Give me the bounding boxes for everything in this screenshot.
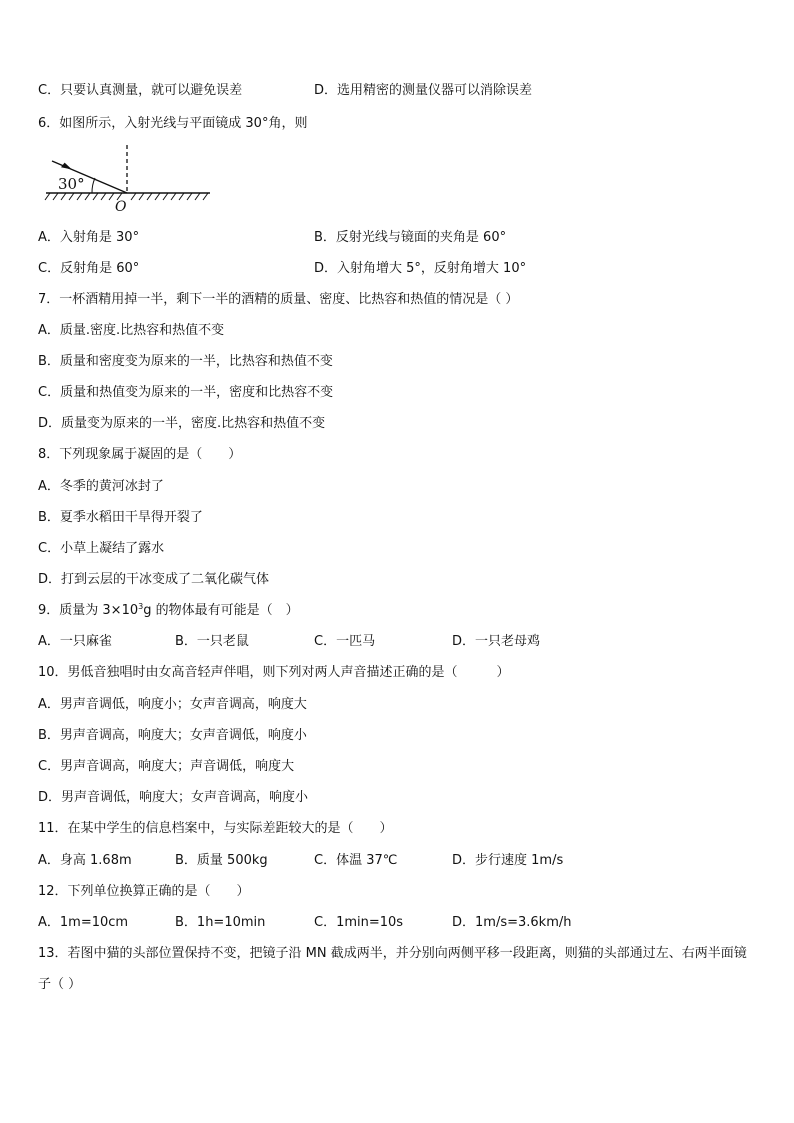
q12-stem: 12．下列单位换算正确的是（ ） [38, 884, 250, 899]
q10-stem: 10．男低音独唱时由女高音轻声伴唱，则下列对两人声音描述正确的是（ ） [38, 665, 510, 680]
q11-option-b: B．质量 500kg [175, 853, 268, 868]
q9-option-d: D．一只老母鸡 [452, 634, 541, 649]
q8-option-a: A．冬季的黄河冰封了 [38, 479, 164, 494]
q8-option-c: C．小草上凝结了露水 [38, 541, 165, 556]
q6-option-d: D．入射角增大 5°，反射角增大 10° [314, 261, 527, 276]
q7-option-b: B．质量和密度变为原来的一半，比热容和热值不变 [38, 354, 333, 369]
q11-option-c: C．体温 37℃ [314, 853, 398, 868]
q12-option-a: A．1m=10cm [38, 915, 129, 930]
q9-stem-post: g 的物体最有可能是（ ） [143, 603, 299, 618]
q6-stem: 6．如图所示，入射光线与平面镜成 30°角，则 [38, 116, 308, 131]
mirror-hatching [45, 193, 208, 200]
q5-option-d: D．选用精密的测量仪器可以消除误差 [314, 83, 533, 98]
q9-option-b: B．一只老鼠 [175, 634, 249, 649]
q8-stem: 8．下列现象属于凝固的是（ ） [38, 447, 242, 462]
point-o-label: O [115, 199, 127, 213]
q6-option-b: B．反射光线与镜面的夹角是 60° [314, 230, 507, 245]
q11-option-d: D．步行速度 1m/s [452, 853, 564, 868]
q6-option-a: A．入射角是 30° [38, 230, 140, 245]
q12-option-d: D．1m/s=3.6km/h [452, 915, 572, 930]
q9-stem-exponent: 3 [138, 602, 144, 611]
q12-option-b: B．1h=10min [175, 915, 266, 930]
q10-option-b: B．男声音调高，响度大；女声音调低，响度小 [38, 728, 307, 743]
ray-arrowhead [61, 163, 72, 170]
q7-stem: 7．一杯酒精用掉一半，剩下一半的酒精的质量、密度、比热容和热值的情况是（ ） [38, 292, 519, 307]
q9-stem [38, 602, 299, 620]
q10-option-c: C．男声音调高，响度大；声音调低，响度大 [38, 759, 295, 774]
q6-mirror-figure [40, 143, 215, 213]
q12-option-c: C．1min=10s [314, 915, 404, 930]
q5-option-c: C．只要认真测量，就可以避免误差 [38, 83, 243, 98]
q10-option-d: D．男声音调低，响度大；女声音调高，响度小 [38, 790, 309, 805]
q11-stem: 11．在某中学生的信息档案中，与实际差距较大的是（ ） [38, 821, 393, 836]
angle-label: 30° [58, 175, 85, 193]
angle-arc [92, 178, 95, 193]
q9-option-c: C．一匹马 [314, 634, 376, 649]
q7-option-d: D．质量变为原来的一半，密度.比热容和热值不变 [38, 416, 326, 431]
q13-stem: 13．若图中猫的头部位置保持不变，把镜子沿 MN 截成两半，并分别向两侧平移一段距离，则猫的头部通过左、右两半面镜子（ ） [38, 946, 747, 992]
q8-option-b: B．夏季水稻田干旱得开裂了 [38, 510, 203, 525]
q9-option-a: A．一只麻雀 [38, 634, 112, 649]
q6-option-c: C．反射角是 60° [38, 261, 140, 276]
q10-option-a: A．男声音调低，响度小；女声音调高，响度大 [38, 697, 307, 712]
q8-option-d: D．打到云层的干冰变成了二氧化碳气体 [38, 572, 270, 587]
q9-stem-pre: 9．质量为 3×10 [38, 603, 139, 618]
q11-option-a: A．身高 1.68m [38, 853, 132, 868]
q7-option-a: A．质量.密度.比热容和热值不变 [38, 323, 225, 338]
q7-option-c: C．质量和热值变为原来的一半，密度和比热容不变 [38, 385, 334, 400]
